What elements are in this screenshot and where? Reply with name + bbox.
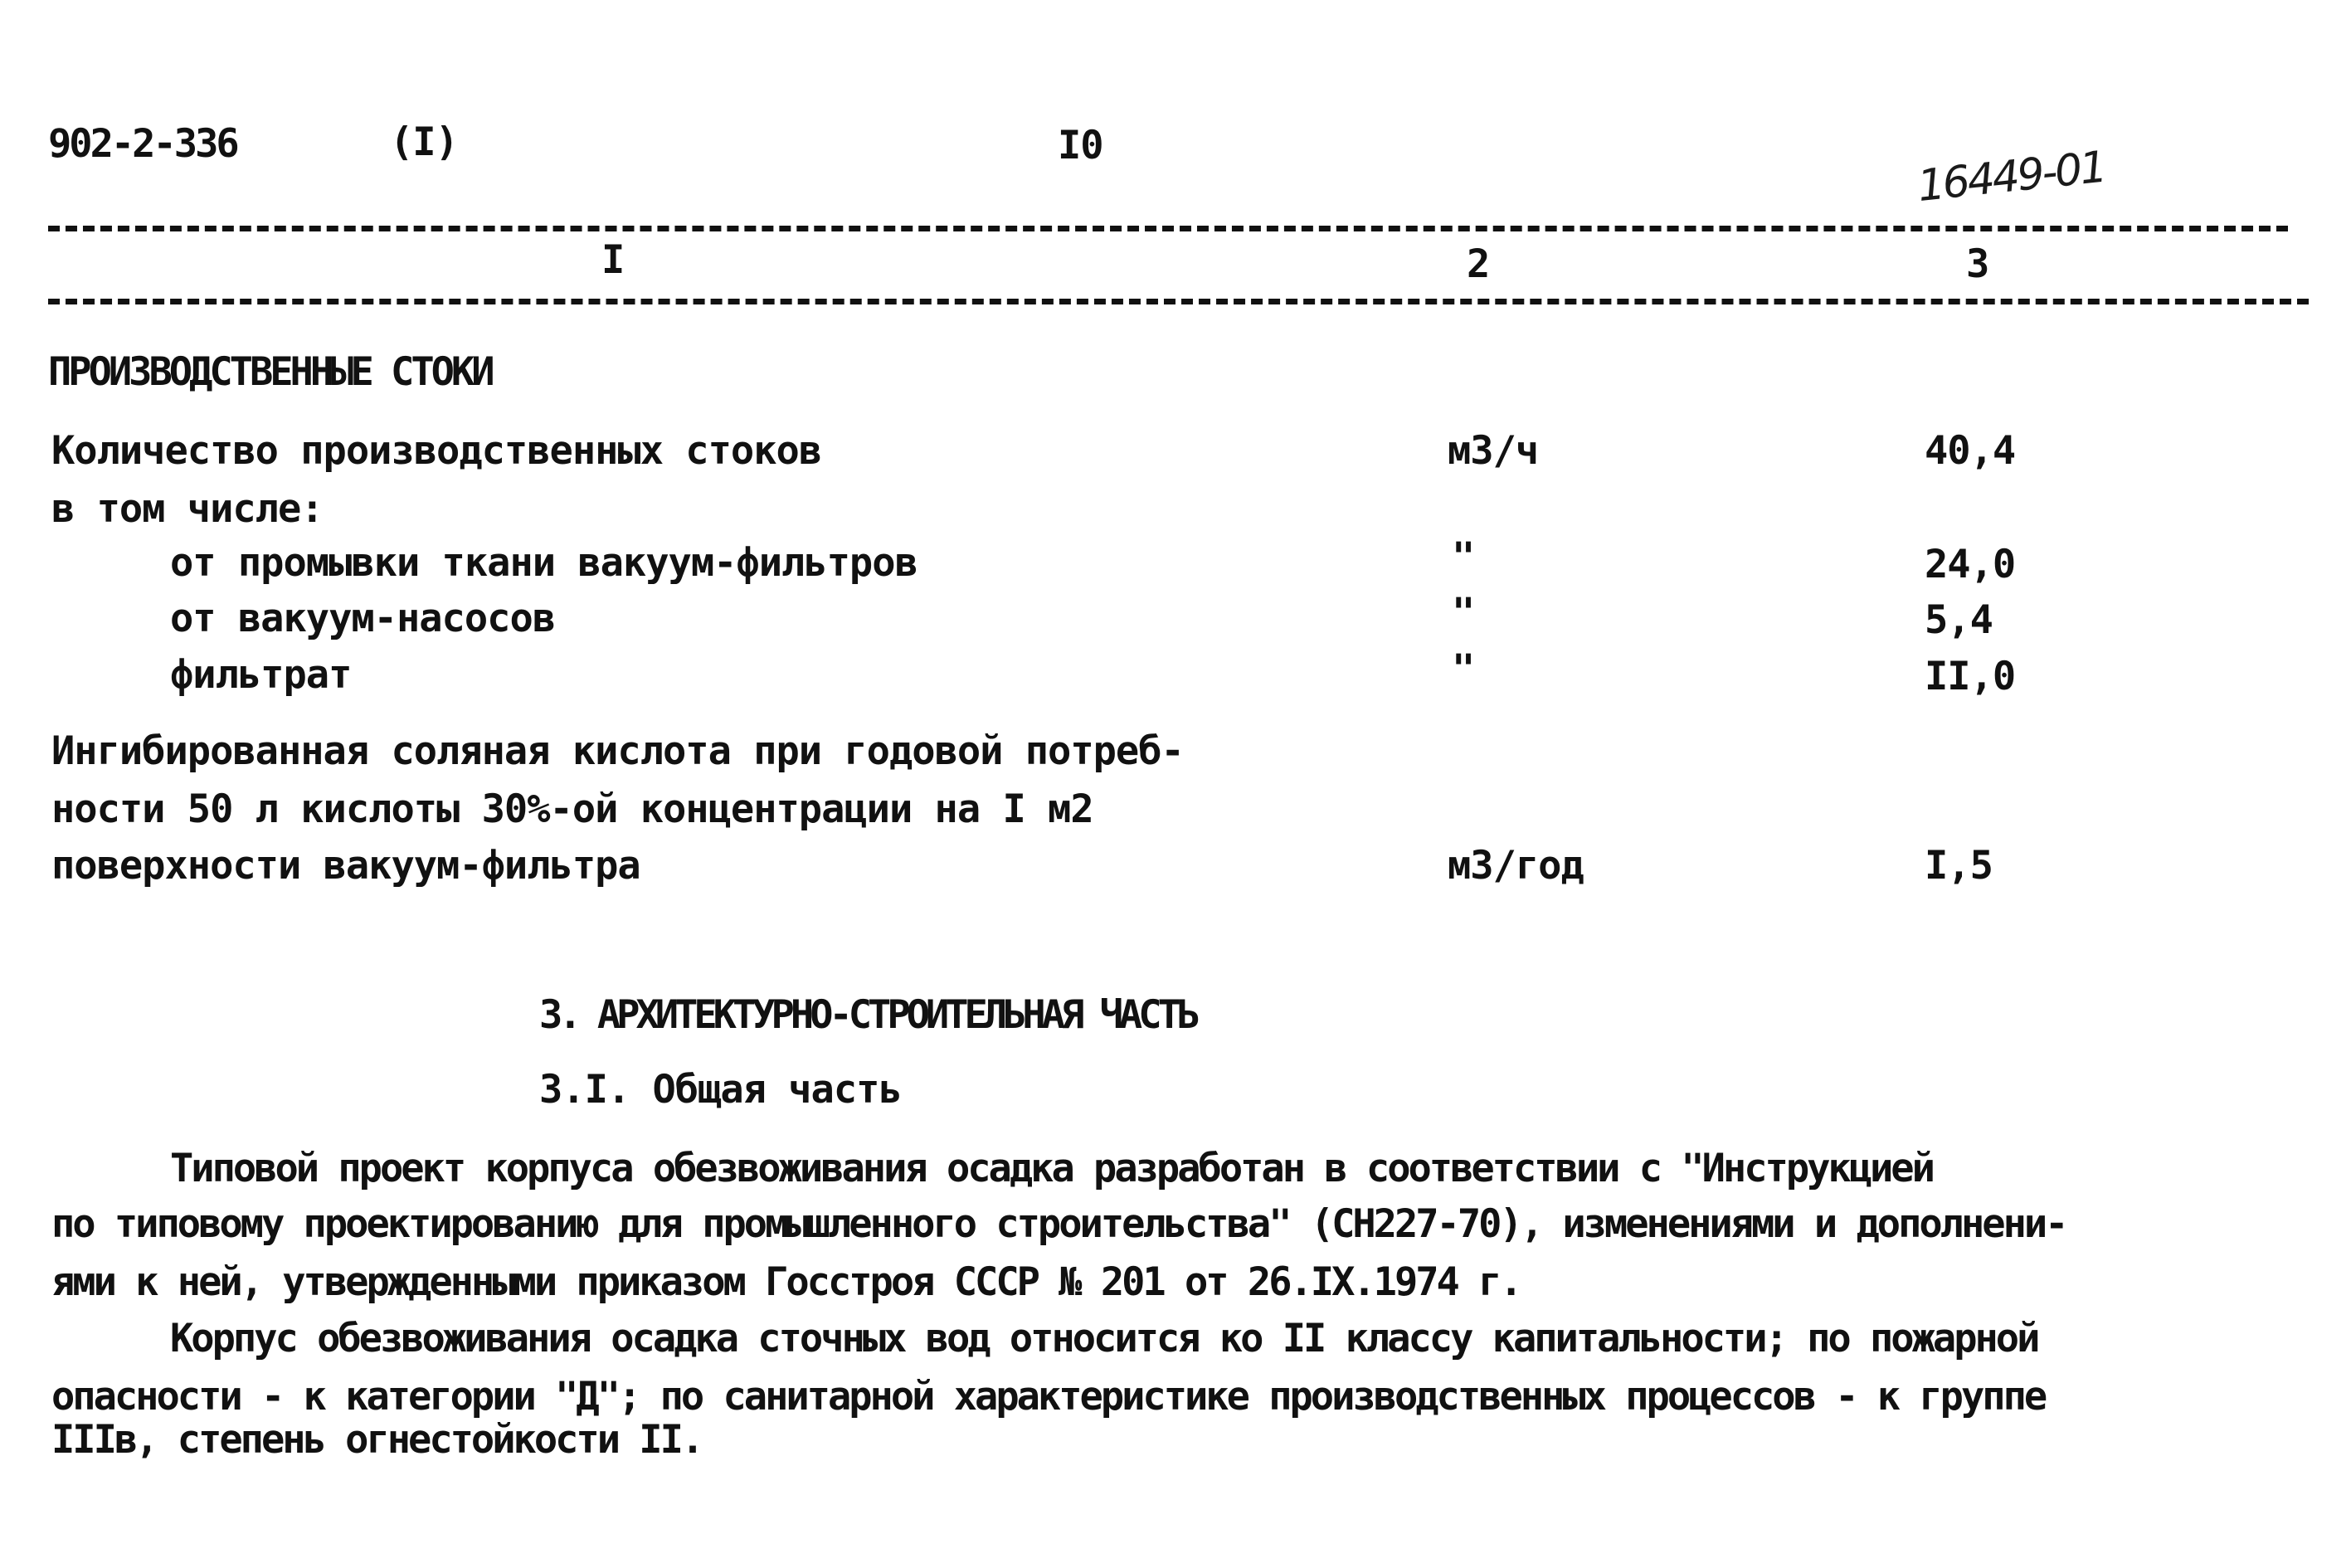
row-name-pumps: от вакуум-насосов (170, 596, 556, 641)
inventory-number: 16449-01 (1915, 142, 2108, 212)
row-name-filtrate: фильтрат (170, 652, 352, 698)
acid-value: I,5 (1925, 843, 1993, 889)
paragraph1-line1: Типовой проект корпуса обезвоживания осадка разработан в соответствии с "Инструкцией (170, 1146, 1933, 1191)
paragraph2-line1: Корпус обезвоживания осадка сточных вод относится ко II классу капитальности; по пожарной (170, 1316, 2038, 1361)
row-unit-washing: " (1452, 534, 1476, 580)
row-name-total: Количество производственных стоков (51, 428, 822, 474)
table-section-title: ПРОИЗВОДСТВЕННЫЕ СТОКИ (48, 349, 492, 395)
section-heading: 3. АРХИТЕКТУРНО-СТРОИТЕЛЬНАЯ ЧАСТЬ (539, 992, 1197, 1038)
paragraph2-line3: IIIв, степень огнестойкости II. (51, 1417, 703, 1463)
row-unit-pumps: " (1452, 590, 1476, 635)
acid-line-1: Ингибированная соляная кислота при годовой потреб- (51, 728, 1184, 774)
column-header-1: I (601, 237, 625, 283)
row-name-washing: от промывки ткани вакуум-фильтров (170, 540, 918, 586)
table-header-rule (48, 299, 2309, 304)
paragraph1-line2: по типовому проектированию для промышленного строительства" (СН227-70), изменениями и дополнени- (51, 1201, 2066, 1247)
acid-unit: м3/год (1448, 843, 1584, 889)
row-unit-filtrate: " (1452, 646, 1476, 692)
doc-part: (I) (390, 119, 458, 165)
paragraph2-line2: опасности - к категории "Д"; по санитарной характеристике производственных процессов - к группе (51, 1374, 2046, 1419)
acid-line-3: поверхности вакуум-фильтра (51, 843, 640, 889)
row-name-including: в том числе: (51, 486, 324, 532)
row-value-total: 40,4 (1925, 428, 2016, 474)
table-top-rule (48, 226, 2288, 231)
column-header-3: 3 (1966, 241, 1989, 287)
row-value-pumps: 5,4 (1925, 597, 1993, 643)
column-header-2: 2 (1467, 241, 1490, 287)
acid-line-2: ности 50 л кислоты 30%-ой концентрации на I м2 (51, 786, 1093, 832)
paragraph1-line3: ями к ней, утвержденными приказом Госстроя СССР № 201 от 26.IX.1974 г. (51, 1259, 1521, 1305)
section-subheading: 3.I. Общая часть (539, 1067, 902, 1113)
doc-code: 902-2-336 (48, 121, 237, 167)
row-value-filtrate: II,0 (1925, 654, 2016, 699)
row-value-washing: 24,0 (1925, 542, 2016, 587)
page-number: I0 (1058, 123, 1103, 168)
row-unit-total: м3/ч (1448, 428, 1539, 474)
